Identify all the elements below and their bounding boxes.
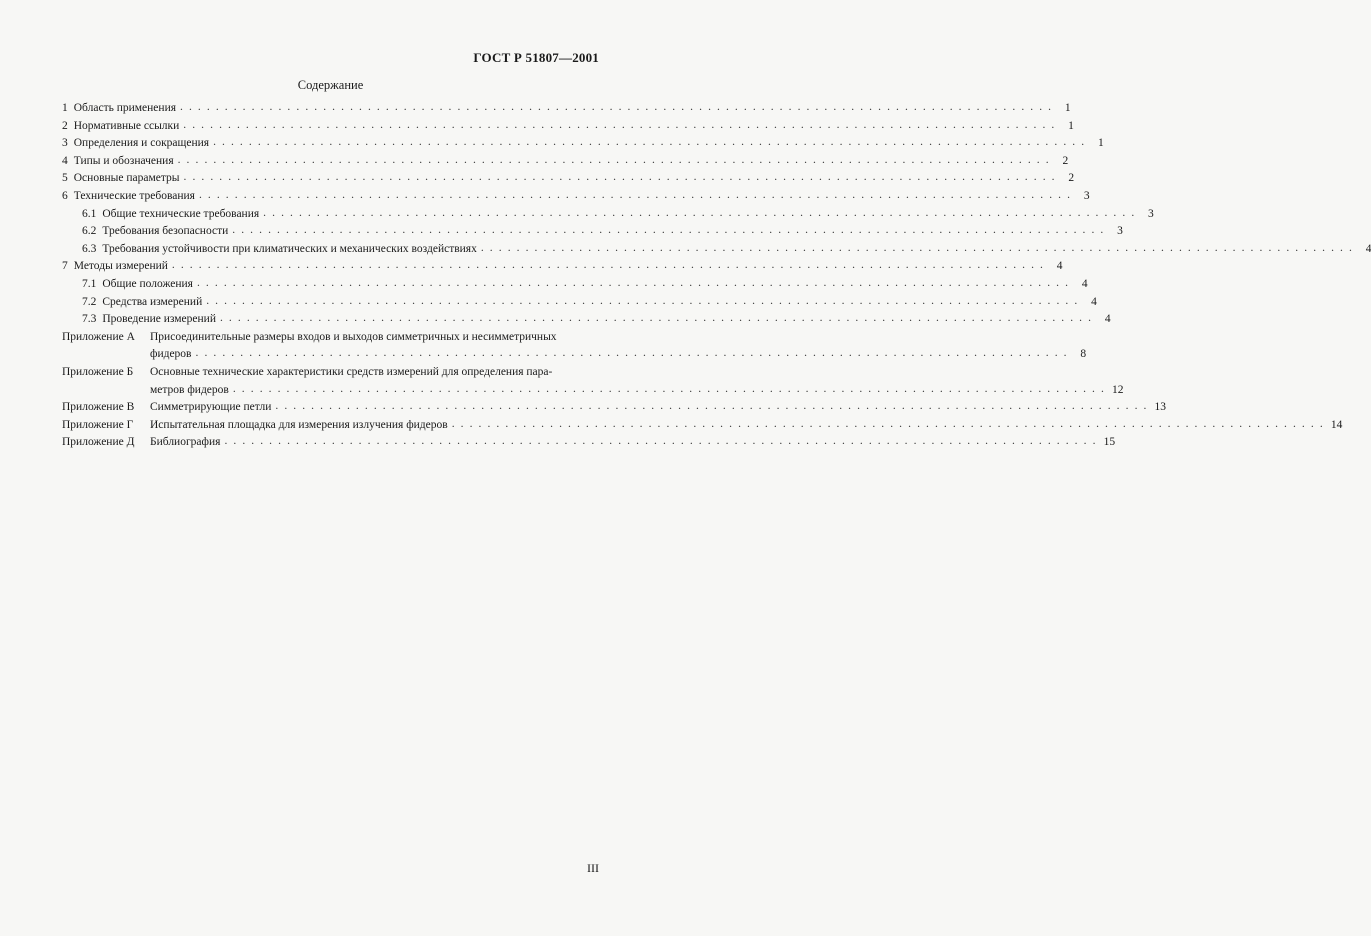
toc-subentry[interactable] — [62, 313, 1111, 331]
dot-leader — [481, 242, 1354, 254]
toc-entry-number: 6.2 — [82, 225, 97, 238]
appendix-title-line: Присоединительные размеры входов и выходов симметричных и несимметричных — [150, 330, 557, 343]
toc-entry-title: Методы измерений — [73, 260, 168, 273]
dot-leader — [183, 119, 1056, 131]
appendix-title-line: Симметрирующие петли — [150, 401, 272, 414]
toc-entry[interactable] — [62, 189, 1090, 208]
toc-entry-number: 7.2 — [82, 295, 97, 308]
toc-entry-page: 13 — [1154, 401, 1166, 414]
toc-entry-title: Нормативные ссылки — [73, 119, 180, 132]
toc-appendix-entry[interactable] — [62, 418, 1343, 437]
appendix-title-line: Испытательная площадка для измерения излучения фидеров — [150, 418, 448, 431]
toc-entry-number: 4 — [62, 154, 68, 167]
appendix-label: Приложение А — [62, 330, 135, 343]
toc-entry-page: 4 — [1365, 242, 1371, 255]
toc-entry-number: 1 — [62, 102, 68, 114]
toc-subentry[interactable] — [62, 242, 1371, 261]
toc-entry-page: 2 — [1062, 154, 1069, 167]
dot-leader — [220, 312, 1093, 324]
toc-subentry[interactable] — [62, 277, 1088, 296]
dot-leader — [197, 277, 1070, 289]
toc-entry-page: 4 — [1081, 277, 1088, 290]
table-of-contents — [62, 102, 1371, 454]
toc-entry-page: 4 — [1056, 260, 1063, 273]
toc-entry[interactable] — [62, 102, 1071, 120]
appendix-title-line: Основные технические характеристики средств измерений для определения пара- — [150, 365, 553, 378]
toc-appendix-entry[interactable] — [62, 365, 1124, 401]
toc-entry[interactable] — [62, 119, 1074, 138]
toc-entry-page: 3 — [1083, 189, 1090, 202]
toc-entry-title: Общие положения — [102, 277, 193, 290]
toc-entry-title: Определения и сокращения — [73, 137, 210, 150]
toc-entry-page: 2 — [1068, 172, 1075, 185]
dot-leader — [224, 435, 1097, 447]
toc-entry-title: Область применения — [73, 102, 177, 114]
appendix-title-line: фидеров — [150, 348, 192, 361]
toc-subentry[interactable] — [62, 207, 1154, 226]
toc-entry-title: Требования безопасности — [102, 225, 229, 238]
toc-entry-page: 14 — [1330, 418, 1343, 431]
dot-leader — [452, 418, 1325, 430]
toc-entry-title: Типы и обозначения — [73, 154, 174, 167]
toc-entry-page: 15 — [1103, 436, 1116, 449]
toc-entry-title: Требования устойчивости при климатических и механических воздействиях — [102, 242, 477, 255]
dot-leader — [180, 101, 1053, 113]
dot-leader — [196, 347, 1069, 359]
toc-entry-number: 7 — [62, 260, 68, 273]
document-code: ГОСТ Р 51807—2001 — [473, 50, 599, 65]
toc-entry-number: 6.3 — [82, 242, 97, 255]
toc-entry[interactable] — [62, 260, 1063, 278]
toc-entry-number: 3 — [62, 137, 68, 150]
toc-subentry[interactable] — [62, 225, 1123, 243]
appendix-label: Приложение Д — [62, 436, 135, 449]
toc-entry[interactable] — [62, 172, 1075, 190]
toc-entry-page: 4 — [1091, 295, 1097, 308]
toc-entry-title: Средства измерений — [102, 295, 203, 308]
toc-entry-page: 1 — [1097, 137, 1104, 150]
toc-entry-title: Общие технические требования — [102, 207, 260, 220]
dot-leader — [233, 383, 1106, 395]
toc-entry-title: Технические требования — [73, 189, 195, 202]
toc-appendix-entry[interactable] — [62, 436, 1116, 454]
toc-entry-number: 7.1 — [82, 277, 97, 290]
dot-leader — [263, 207, 1136, 219]
dot-leader — [232, 224, 1105, 236]
toc-appendix-entry[interactable] — [62, 330, 1087, 366]
appendix-title-line: метров фидеров — [150, 383, 229, 396]
toc-entry-number: 2 — [62, 119, 68, 132]
toc-entry[interactable] — [62, 137, 1104, 155]
toc-entry[interactable] — [62, 154, 1069, 173]
toc-entry-page: 12 — [1111, 383, 1124, 396]
toc-appendix-entry[interactable] — [62, 401, 1166, 419]
toc-entry-page: 1 — [1064, 102, 1071, 114]
dot-leader — [213, 136, 1086, 148]
toc-entry-number: 6 — [62, 189, 68, 202]
toc-entry-page: 1 — [1068, 119, 1074, 132]
dot-leader — [275, 400, 1148, 412]
toc-entry-number: 5 — [62, 172, 68, 185]
appendix-title-line: Библиография — [150, 436, 221, 449]
toc-entry-page: 4 — [1104, 313, 1111, 326]
toc-entry-page: 3 — [1148, 207, 1154, 220]
toc-entry-number: 6.1 — [82, 207, 97, 220]
toc-entry-title: Проведение измерений — [102, 313, 216, 326]
toc-title: Содержание — [297, 78, 364, 92]
dot-leader — [199, 189, 1072, 201]
appendix-label: Приложение Г — [62, 418, 134, 431]
appendix-label: Приложение Б — [62, 365, 134, 378]
page-folio: III — [587, 861, 599, 875]
dot-leader — [178, 154, 1051, 166]
dot-leader — [172, 259, 1045, 271]
dot-leader — [184, 171, 1057, 183]
toc-entry-page: 3 — [1117, 225, 1123, 238]
toc-entry-page: 8 — [1080, 348, 1087, 361]
toc-entry-title: Основные параметры — [73, 172, 180, 185]
toc-subentry[interactable] — [62, 295, 1097, 314]
dot-leader — [206, 295, 1079, 307]
toc-entry-number: 7.3 — [82, 313, 97, 326]
appendix-label: Приложение В — [62, 401, 135, 414]
